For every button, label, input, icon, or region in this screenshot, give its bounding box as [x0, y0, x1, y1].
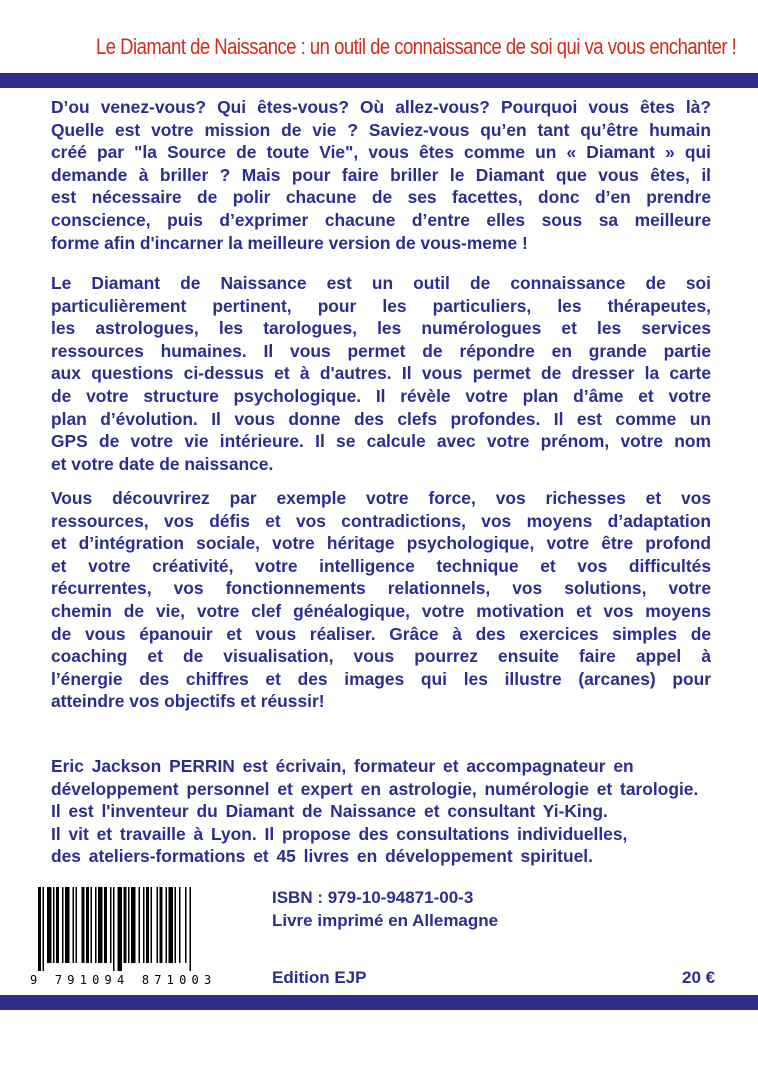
text-line: D’ou venez-vous? Qui êtes-vous? Où allez-vous? Pourquoi vous êtes là? — [51, 97, 711, 117]
isbn-label: ISBN : 979-10-94871-00-3 — [272, 888, 474, 907]
text-line: GPS de votre vie intérieure. Il se calcule avec votre prénom, votre nom — [51, 431, 711, 452]
text-line: Quelle est votre mission de vie ? Saviez-vous qu’en tant qu’être humain — [51, 119, 711, 140]
barcode-bar — [128, 887, 130, 963]
text-line: l’énergie des chiffres et des images qui les illustre (arcanes) pour — [51, 668, 711, 689]
text-line: particulièrement pertinent, pour les particuliers, les thérapeutes, — [51, 295, 711, 316]
barcode-bar — [157, 887, 159, 963]
barcode-bar — [131, 887, 136, 963]
text-line: Eric Jackson PERRIN est écrivain, formateur et accompagnateur en — [51, 756, 634, 776]
text-line: et votre date de naissance. — [51, 453, 274, 474]
barcode-bar — [143, 887, 145, 963]
text-line: atteindre vos objectifs et réussir! — [51, 691, 325, 712]
barcode-bar — [76, 887, 78, 963]
text-line: plan d’évolution. Il vous donne des clefs profondes. Il est comme un — [51, 408, 711, 429]
barcode-bar — [185, 887, 187, 963]
text-line: Il vit et travaille à Lyon. Il propose des consultations individuelles, — [51, 823, 628, 844]
intro-paragraph — [51, 96, 711, 254]
publisher-label: Edition EJP — [272, 968, 367, 987]
barcode-bar — [179, 887, 181, 963]
barcode-bar — [151, 887, 153, 963]
text-line: et votre créativité, votre intelligence technique et vos difficultés — [51, 555, 711, 576]
barcode-bar — [190, 887, 192, 971]
barcode-bar — [91, 887, 93, 963]
text-line: Il est l'inventeur du Diamant de Naissance et consultant Yi-King. — [51, 801, 608, 822]
barcode-bar — [124, 887, 127, 963]
author-bio — [51, 755, 731, 868]
book-title: Le Diamant de Naissance : un outil de connaissance de soi qui va vous enchanter ! — [96, 34, 737, 59]
description-paragraph — [51, 272, 711, 475]
text-line: conscience, puis d’exprimer chacune d’entre elles sous sa meilleure — [51, 209, 711, 230]
text-line: de vous épanouir et vous réaliser. Grâce à des exercices simples de — [51, 623, 711, 644]
barcode-bar — [175, 887, 177, 963]
text-line: de votre structure psychologique. Il révèle votre plan d’âme et votre — [51, 385, 711, 406]
text-line: forme afin d'incarner la meilleure version de vous-meme ! — [51, 232, 528, 253]
barcode-bar — [146, 887, 149, 963]
barcode-bar — [139, 887, 141, 963]
barcode-bar — [113, 887, 115, 971]
barcode-bar — [110, 887, 112, 963]
printed-in-label: Livre imprimé en Allemagne — [272, 911, 499, 930]
text-line: est nécessaire de polir chacune de ses facettes, donc d’en prendre — [51, 187, 711, 208]
barcode-bar — [73, 887, 75, 963]
text-line: chemin de vie, votre clef généalogique, votre motivation et vos moyens — [51, 600, 711, 621]
top-band — [0, 73, 758, 88]
barcode-bar — [118, 887, 123, 971]
barcode-bars — [30, 887, 244, 971]
text-line: aux questions ci-dessus et à d'autres. Il vous permet de dresser la carte — [51, 363, 711, 384]
barcode-bar — [160, 887, 163, 963]
text-line: Vous découvrirez par exemple votre force, vos richesses et vos — [51, 488, 711, 508]
text-line: ressources humaines. Il vous permet de répondre en grande partie — [51, 340, 711, 361]
barcode-bar — [82, 887, 85, 963]
barcode-bar — [95, 887, 97, 963]
barcode-bar — [47, 887, 52, 963]
barcode-bar — [62, 887, 64, 963]
barcode-bar — [169, 887, 174, 963]
barcode-bar — [65, 887, 70, 963]
barcode-bar — [98, 887, 103, 963]
text-line: et d’intégration sociale, votre héritage psychologique, votre être profond — [51, 533, 711, 554]
barcode-digits: 9 791094 871003 — [30, 973, 217, 987]
text-line: coaching et de visualisation, vous pourrez ensuite faire appel à — [51, 646, 711, 667]
barcode-bar — [104, 887, 107, 963]
barcode-bar — [56, 887, 59, 963]
text-line: ressources, vos défis et vos contradictions, vos moyens d’adaptation — [51, 510, 711, 531]
barcode-bar — [38, 887, 41, 971]
text-line: des ateliers-formations et 45 livres en développement spirituel. — [51, 846, 593, 867]
barcode-bar — [53, 887, 55, 963]
benefits-paragraph — [51, 487, 711, 713]
text-line: les astrologues, les tarologues, les numérologues et les services — [51, 318, 711, 339]
barcode-bar — [166, 887, 168, 963]
text-line: récurrentes, vos fonctionnements relationnels, vos solutions, votre — [51, 578, 711, 599]
bottom-band — [0, 995, 758, 1010]
barcode-bar — [86, 887, 89, 963]
text-line: développement personnel et expert en astrologie, numérologie et tarologie. — [51, 778, 699, 799]
text-line: Le Diamant de Naissance est un outil de connaissance de soi — [51, 273, 711, 293]
text-line: créé par "la Source de toute Vie", vous êtes comme un « Diamant » qui — [51, 142, 711, 163]
barcode — [30, 887, 244, 987]
price-label: 20 € — [682, 968, 716, 987]
text-line: demande à briller ? Mais pour faire briller le Diamant que vous êtes, il — [51, 164, 711, 185]
barcode-bar — [43, 887, 45, 971]
